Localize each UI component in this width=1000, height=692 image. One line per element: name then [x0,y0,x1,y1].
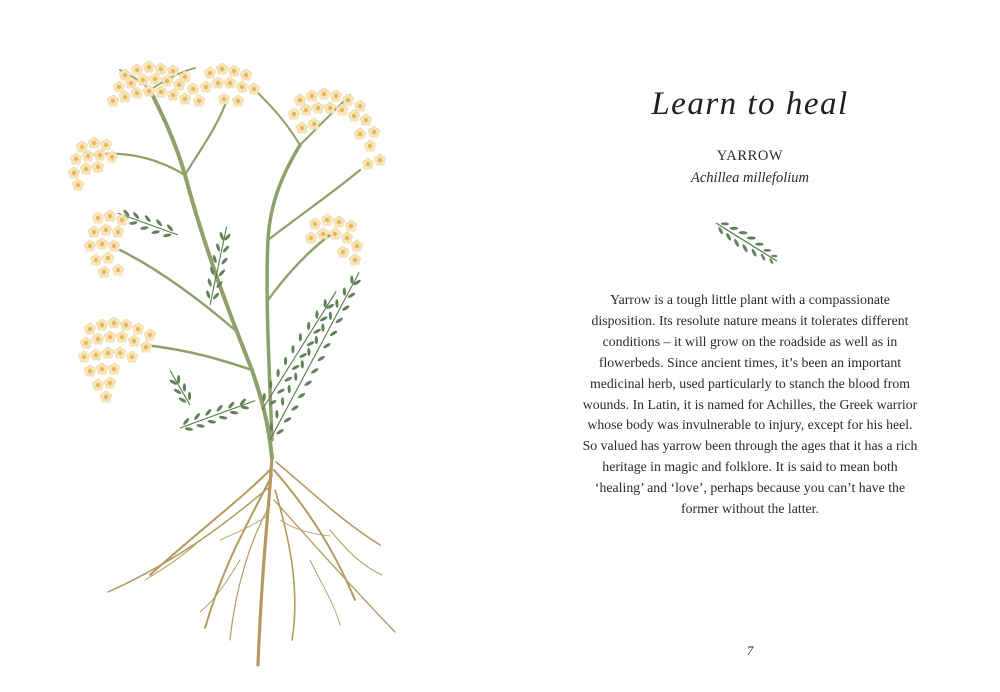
page-title: Learn to heal [651,86,849,122]
right-page [500,0,1000,692]
stems [90,68,360,458]
flower-clusters [68,61,386,402]
plant-common-name: YARROW [716,148,784,164]
body-paragraph: Yarrow is a tough little plant with a compassionate disposition. Its resolute nature means it tolerates different conditions – it will grow on the roadside as well as in flowerbeds. Since ancient times, it’s been an important medicinal herb, used particularly to stanch the blood from wounds. In Latin, it is named for Achilles, the Greek warrior whose body was invulnerable to injury, except for his heel. So valued has yarrow been through the ages that it has a rich heritage in magic and folklore. It is said to mean both ‘healing’ and ‘love’, perhaps because you can’t have the former without the latter. [582,292,918,517]
root-system [108,455,395,665]
yarrow-leaf-icon [708,205,788,271]
plant-latin-name: Achillea millefolium [691,170,809,186]
leaves [115,205,369,445]
page-number: 7 [746,643,754,658]
